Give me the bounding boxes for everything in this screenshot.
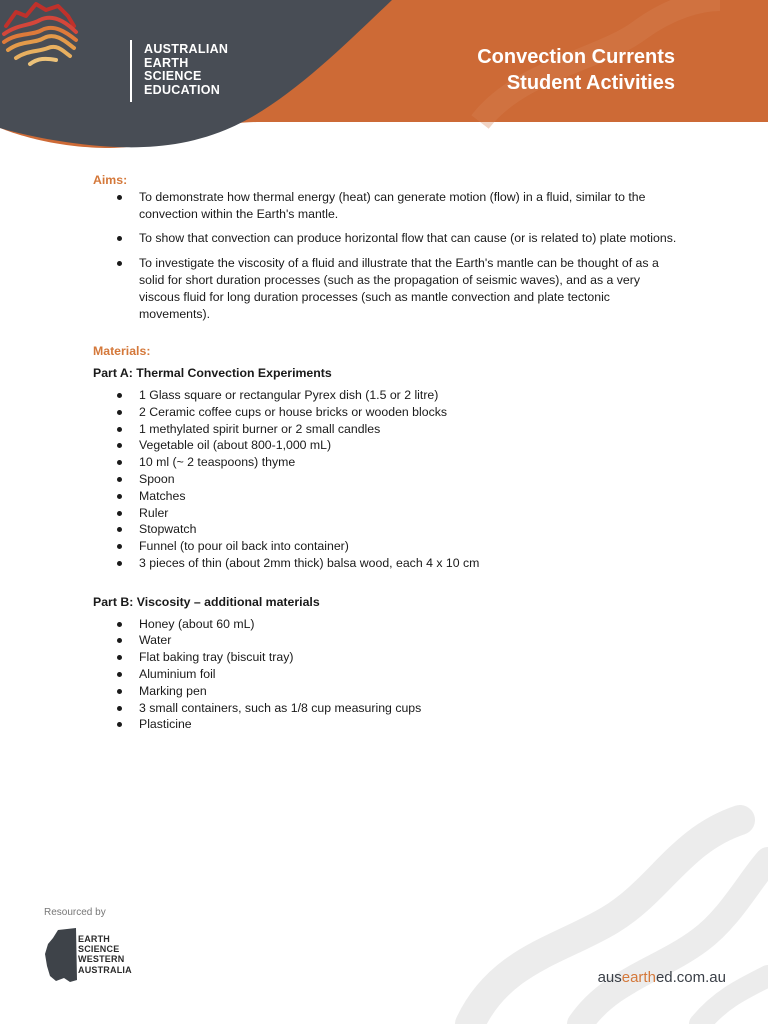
- eswa-line: AUSTRALIA: [78, 964, 132, 975]
- list-item: 2 Ceramic coffee cups or house bricks or wooden blocks: [93, 404, 683, 421]
- western-australia-map-icon: [44, 928, 78, 984]
- part-b-list: [93, 616, 683, 734]
- list-item: Flat baking tray (biscuit tray): [93, 649, 683, 666]
- website-url[interactable]: [598, 969, 726, 986]
- part-a-heading: Part A: Thermal Convection Experiments: [93, 366, 332, 381]
- materials-heading: Materials:: [93, 344, 151, 359]
- list-item: Plasticine: [93, 716, 683, 733]
- list-item: 1 Glass square or rectangular Pyrex dish (1.5 or 2 litre): [93, 387, 683, 404]
- list-item: Water: [93, 632, 683, 649]
- eswa-line: EARTH: [78, 934, 110, 944]
- logo-line: EARTH: [144, 55, 189, 70]
- list-item: Ruler: [93, 505, 683, 522]
- eswa-line: SCIENCE: [78, 944, 120, 955]
- aese-logo-text: [144, 43, 228, 97]
- url-suffix: ed.com.au: [655, 969, 726, 986]
- list-item: 1 methylated spirit burner or 2 small candles: [93, 421, 683, 438]
- document-title: [477, 44, 675, 96]
- list-item: Matches: [93, 488, 683, 505]
- list-item: Marking pen: [93, 683, 683, 700]
- url-accent: earth: [621, 969, 656, 986]
- resourced-by-label: Resourced by: [44, 907, 106, 918]
- list-item: Aluminium foil: [93, 666, 683, 683]
- aims-heading: Aims:: [93, 173, 128, 187]
- list-item: To show that convection can produce horizontal flow that can cause (or is related to) plate motions.: [93, 230, 683, 247]
- background-swirl-decoration: [440, 800, 768, 1024]
- list-item: To investigate the viscosity of a fluid and illustrate that the Earth's mantle can be thought of as a solid for short duration processes (such as the propagation of seismic waves), and as a very viscous fluid for long duration processes (such as mantle convection and plate tectonic movements).: [93, 255, 683, 322]
- logo-line: AUSTRALIAN: [144, 42, 229, 56]
- list-item: Funnel (to pour oil back into container): [93, 538, 683, 555]
- list-item: 3 small containers, such as 1/8 cup measuring cups: [93, 700, 683, 717]
- eswa-line: WESTERN: [78, 954, 125, 965]
- url-prefix: aus: [597, 969, 622, 986]
- eswa-logo-text: [78, 934, 132, 975]
- list-item: 10 ml (~ 2 teaspoons) thyme: [93, 454, 683, 471]
- title-line-1: Convection Currents: [477, 46, 675, 68]
- aims-list: [93, 189, 683, 323]
- aese-logo-icon: [0, 0, 80, 68]
- logo-divider: [130, 40, 132, 102]
- part-b-heading: Part B: Viscosity – additional materials: [93, 594, 320, 609]
- list-item: Spoon: [93, 471, 683, 488]
- list-item: Vegetable oil (about 800-1,000 mL): [93, 437, 683, 454]
- list-item: 3 pieces of thin (about 2mm thick) balsa wood, each 4 x 10 cm: [93, 555, 683, 572]
- logo-line: EDUCATION: [144, 82, 221, 97]
- title-line-2: Student Activities: [506, 72, 675, 94]
- main-content: [93, 172, 683, 733]
- logo-line: SCIENCE: [144, 69, 202, 83]
- list-item: Honey (about 60 mL): [93, 616, 683, 633]
- list-item: Stopwatch: [93, 521, 683, 538]
- page-header: [0, 0, 768, 150]
- list-item: To demonstrate how thermal energy (heat) can generate motion (flow) in a fluid, similar to the convection within the Earth's mantle.: [93, 189, 683, 223]
- part-a-list: [93, 387, 683, 572]
